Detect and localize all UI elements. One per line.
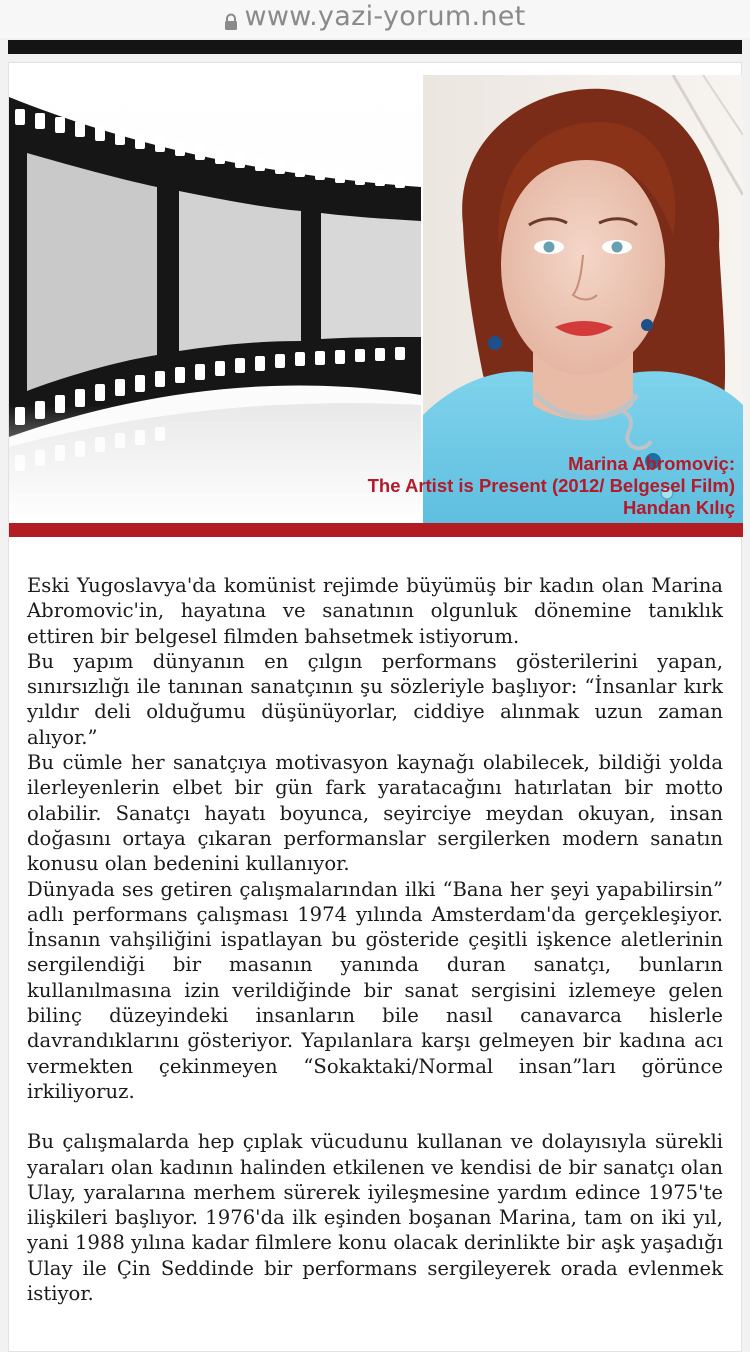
caption-title: Marina Abromoviç:	[568, 453, 735, 474]
url-display[interactable]	[224, 1, 525, 32]
url-text: www.yazi-yorum.net	[244, 0, 526, 32]
browser-address-bar[interactable]	[0, 0, 750, 38]
article-banner	[9, 75, 743, 523]
article-paragraph: Bu yapım dünyanın en çılgın performans gösterilerini yapan, sınırsızlığı ile tanınan sanatçının şu sözleriyle başlıyor: “İnsanlar kırk yıldır deli olduğumu düşünüyorlar, ciddiye alınmak uzun zaman alıyor.”	[27, 649, 723, 749]
film-strip-graphic	[9, 75, 421, 523]
article-card	[8, 62, 742, 1352]
article-body	[27, 573, 723, 1306]
banner-accent-bar	[9, 523, 743, 537]
site-header-bar	[8, 40, 742, 54]
caption-subtitle: The Artist is Present (2012/ Belgesel Film)	[367, 475, 735, 496]
article-paragraph: Bu cümle her sanatçıya motivasyon kaynağı olabilecek, bildiği yolda ilerleyenlerin elbet bir gün fark yaratacağını hatırlatan bir motto olabilir. Sanatçı hayatı boyunca, seyirciye meydan okuyan, insan doğasını ortaya çıkaran performanslar sergilerken modern sanatın konusu olan bedenini kullanıyor.	[27, 751, 723, 876]
article-paragraph: Bu çalışmalarda hep çıplak vücudunu kullanan ve dolayısıyla sürekli yaraları olan kadının halinden etkilenen ve kendisi de bir sanatçı olan Ulay, yaralarına merhem sürerek iyileşmesine yardım edince 1975'te ilişkileri başlıyor. 1976'da ilk eşinden boşanan Marina, tam on iki yıl, yani 1988 yılına kadar filmlere konu olacak derinlikte bir aşk yaşadığı Ulay ile Çin Seddinde bir performans sergileyerek orada evlenmek istiyor.	[27, 1130, 723, 1306]
lock-icon	[224, 7, 238, 25]
banner-caption	[368, 453, 735, 519]
article-paragraph: Dünyada ses getiren çalışmalarından ilki “Bana her şeyi yapabilirsin” adlı performans çalışması 1974 yılında Amsterdam'da gerçekleşiyor. İnsanın vahşiliğini ispatlayan bu gösteride çeşitli işkence aletlerinin sergilendiği bir masanın yanında duran sanatçı, bunların kullanılmasına izin verildiğinde bir sanat sergisini izlemeye gelen bilinç düzeyindeki insanların bile nasıl canavarca hislerle davrandıklarını gösteriyor. Yapılanlara karşı gelmeyen bir kadına acı vermekten çekinmeyen “Sokaktaki/Normal insan”ları görünce irkiliyoruz.	[27, 877, 723, 1103]
caption-author: Handan Kılıç	[622, 497, 735, 518]
article-paragraph: Eski Yugoslavya'da komünist rejimde büyümüş bir kadın olan Marina Abromovic'in, hayatına ve sanatının olgunluk dönemine tanıklık ettiren bir belgesel filmden bahsetmek istiyorum.	[27, 574, 723, 648]
